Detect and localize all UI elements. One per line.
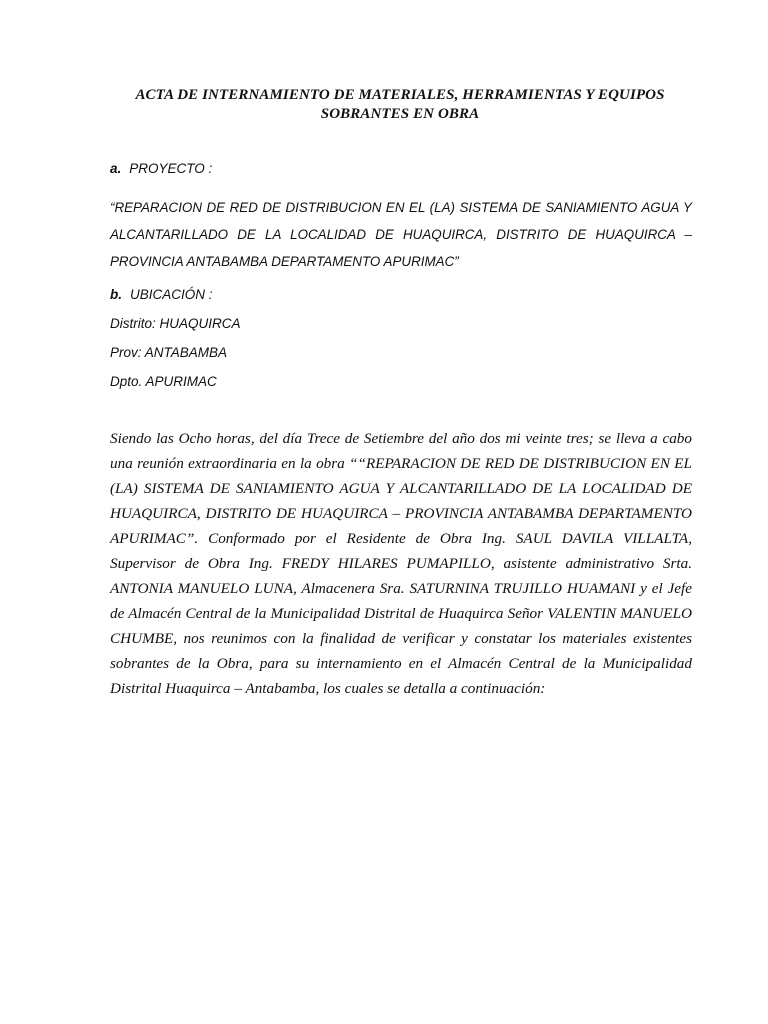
location-district: Distrito: HUAQUIRCA [110,316,241,331]
document-title: ACTA DE INTERNAMIENTO DE MATERIALES, HERRAMIENTAS Y EQUIPOS SOBRANTES EN OBRA [135,87,665,122]
location-department: Dpto. APURIMAC [110,374,217,389]
section-b-heading [110,287,213,302]
section-b-label: UBICACIÓN : [130,287,213,302]
section-b-letter: b. [110,287,122,302]
section-a-letter: a. [110,161,122,176]
section-a-heading [110,161,212,176]
location-province: Prov: ANTABAMBA [110,345,228,360]
body-paragraph: Siendo las Ocho horas, del día Trece de Setiembre del año dos mi veinte tres; se lleva a cabo una reunión extraordinaria en la obra ““REPARACION DE RED DE DISTRIBUCION EN EL (LA) SISTEMA DE SANIAMIENTO AGUA Y ALCANTARILLADO DE LA LOCALIDAD DE HUAQUIRCA, DISTRITO DE HUAQUIRCA – PROVINCIA ANTABAMBA DEPARTAMENTO APURIMAC”. Conformado por el Residente de Obra Ing. SAUL DAVILA VILLALTA, Supervisor de Obra Ing. FREDY HILARES PUMAPILLO, asistente administrativo Srta. ANTONIA MANUELO LUNA, Almacenera Sra. SATURNINA TRUJILLO HUAMANI y el Jefe de Almacén Central de la Municipalidad Distrital de Huaquirca Señor VALENTIN MANUELO CHUMBE, nos reunimos con la finalidad de verificar y constatar los materiales existentes sobrantes de la Obra, para su internamiento en el Almacén Central de la Municipalidad Distrital Huaquirca – Antabamba, los cuales se detalla a continuación: [110,430,692,697]
project-name-text: “REPARACION DE RED DE DISTRIBUCION EN EL (LA) SISTEMA DE SANIAMIENTO AGUA Y ALCANTARILLADO DE LA LOCALIDAD DE HUAQUIRCA, DISTRITO DE HUAQUIRCA – PROVINCIA ANTABAMBA DEPARTAMENTO APURIMAC” [110,200,692,269]
section-a-label: PROYECTO : [129,161,213,176]
